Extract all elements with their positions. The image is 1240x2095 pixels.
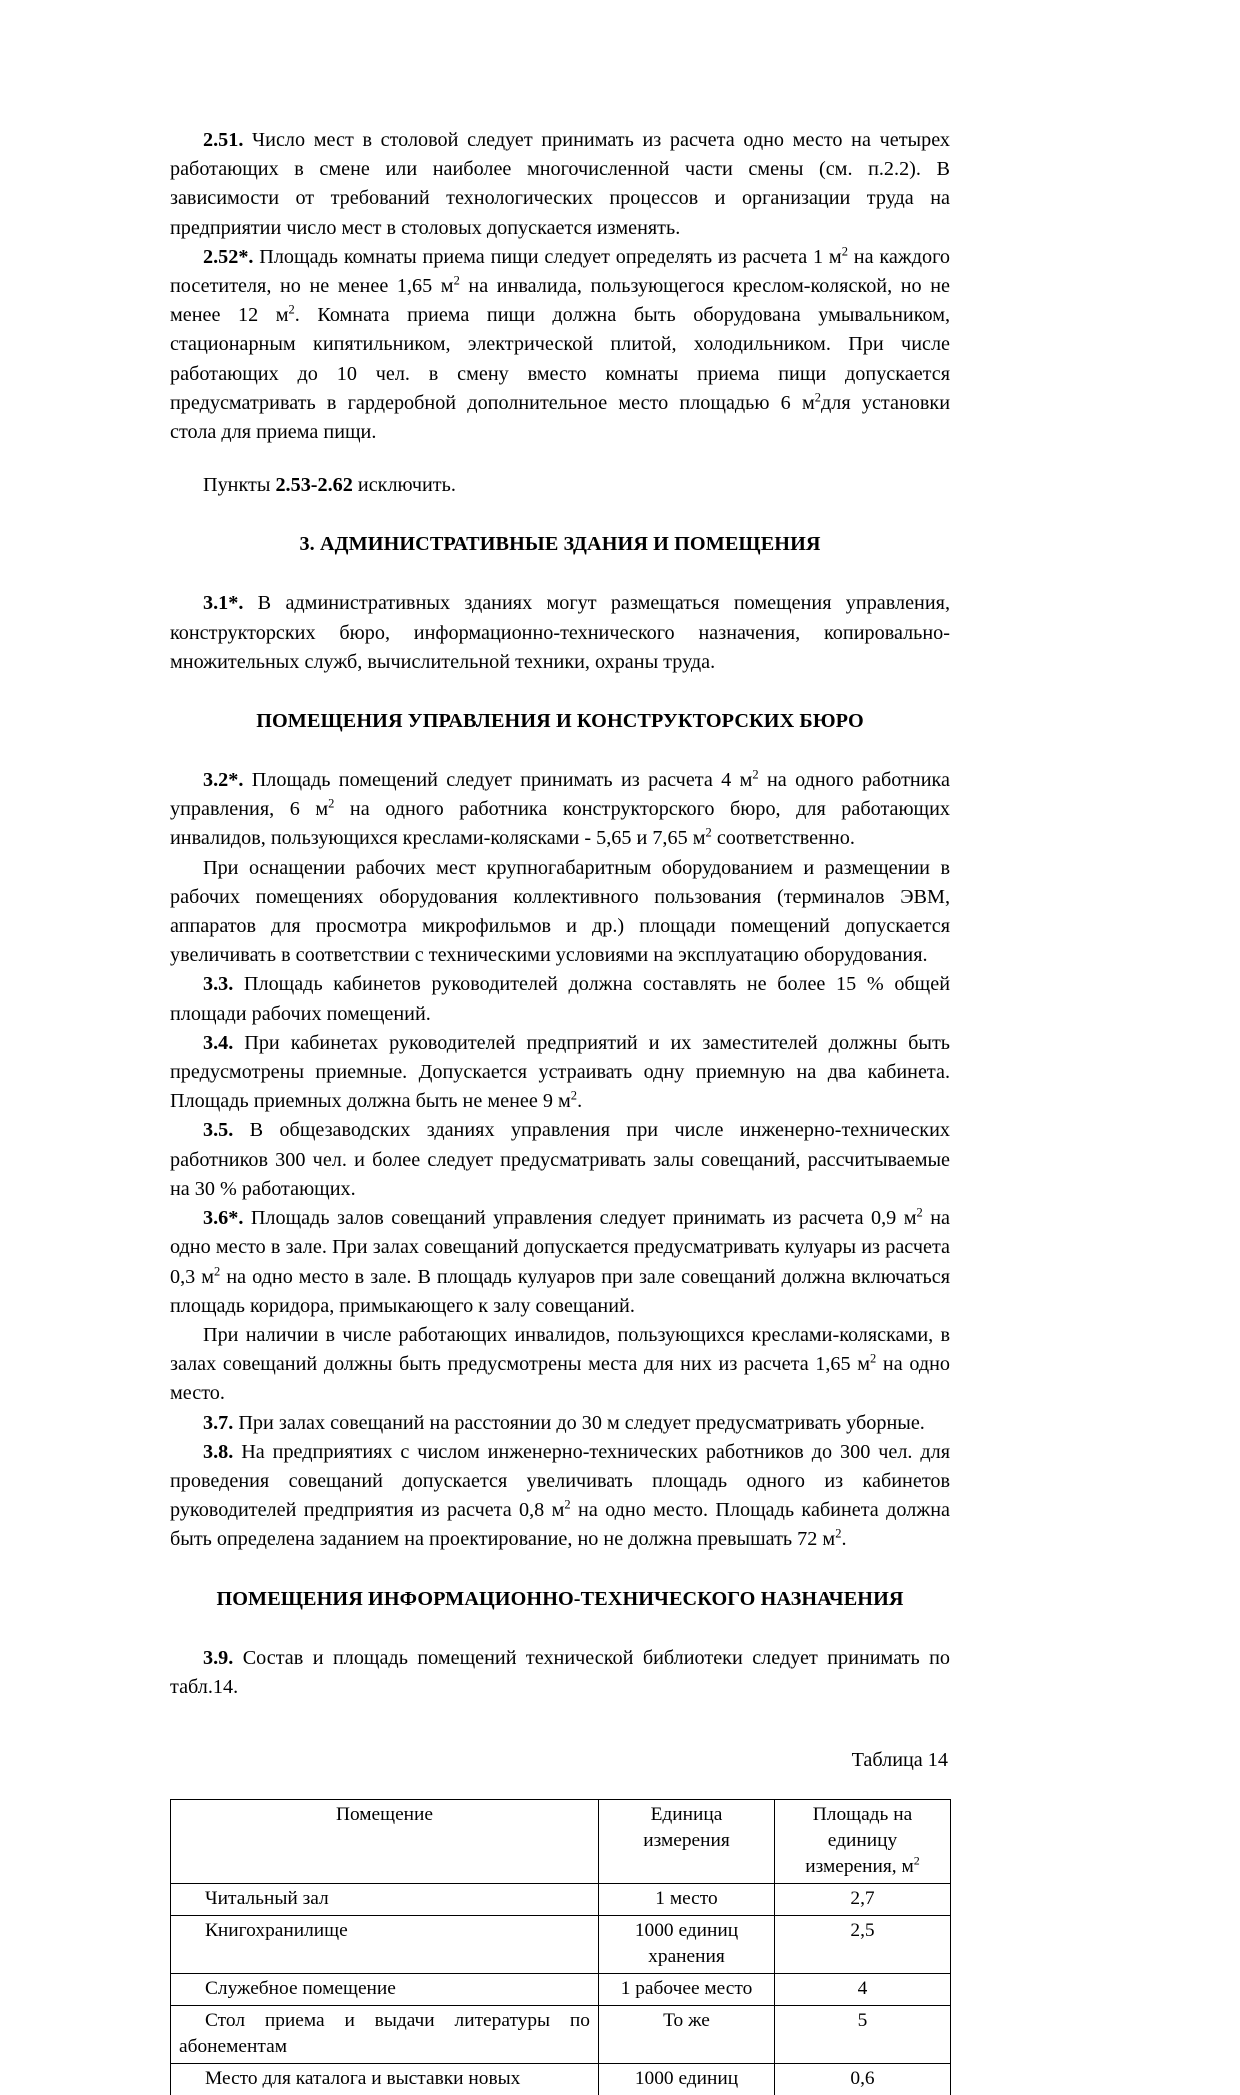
paragraph-number-3-2: 3.2*.: [203, 769, 244, 792]
p36-sup2: 2: [214, 1263, 221, 1278]
spacer: [170, 736, 950, 766]
table-header-area: [775, 1799, 951, 1883]
table-14: [170, 1799, 951, 2095]
spacer: [170, 1732, 950, 1746]
table-head: [171, 1799, 951, 1883]
p252-sup4: 2: [814, 390, 822, 405]
table-row: [171, 2063, 951, 2095]
paragraph-3-9: [170, 1644, 950, 1702]
table-cell-area: 0,6: [775, 2063, 951, 2095]
paragraph-number-3-5: 3.5.: [203, 1119, 234, 1142]
p38-sup1: 2: [564, 1497, 571, 1512]
p252-t3: на инвалида, пользующегося креслом-коляской, но не менее 12 м: [170, 275, 950, 327]
subheading-information-technical: ПОМЕЩЕНИЯ ИНФОРМАЦИОННО-ТЕХНИЧЕСКОГО НАЗНАЧЕНИЯ: [216, 1587, 904, 1610]
paragraph-number-3-3: 3.3.: [203, 973, 234, 996]
p36-t2: на одно место в зале. При залах совещаний допускается предусматривать кулуары из расчета 0,3 м: [170, 1207, 950, 1288]
table-header-row: [171, 1799, 951, 1883]
paragraph-text-2-51: Число мест в столовой следует принимать из расчета одно место на четырех работающих в смене или наиболее многочисленной части смены (см. п.2.2). В зависимости от требований технологических процессов и организации труда на предприятии число мест в столовых допускается изменять.: [170, 129, 950, 239]
paragraph-3-8: [170, 1438, 950, 1555]
p252-t2: на каждого посетителя, но не менее 1,65 м: [170, 245, 950, 298]
table-row: [171, 2005, 951, 2063]
p252-t4: . Комната приема пищи должна быть оборудована умывальником, стационарным кипятильником, электрической плитой, холодильником. При числе работающих до 10 чел. в смену вместо комнаты приема пищи допускается предусматривать в гардеробной дополнительное место площадью 6 м: [170, 304, 951, 414]
p252-t5: для установки стола для приема пищи.: [170, 391, 950, 444]
table-cell-premises: Книгохранилище: [171, 1915, 599, 1973]
subheading-management-design-offices: ПОМЕЩЕНИЯ УПРАВЛЕНИЯ И КОНСТРУКТОРСКИХ БЮРО: [256, 710, 864, 733]
p38-sup2: 2: [835, 1526, 842, 1541]
table-header-area-line1: Площадь на единицу: [812, 1803, 913, 1851]
p32-sup1: 2: [752, 767, 759, 782]
spacer: [170, 447, 950, 471]
p32-t3: на одного работника конструкторского бюро, для работающих инвалидов, пользующихся креслами-колясками - 5,65 и 7,65 м: [170, 798, 950, 850]
spacer: [170, 1614, 950, 1644]
table-cell-premises: Место для каталога и выставки новых: [171, 2063, 599, 2095]
paragraph-3-6-continuation: [170, 1321, 950, 1409]
table-cell-area: 5: [775, 2005, 951, 2063]
excluded-prefix: Пункты: [203, 474, 276, 497]
table-cell-premises: Читальный зал: [171, 1883, 599, 1915]
p34-sup1: 2: [570, 1088, 578, 1103]
excluded-range: 2.53-2.62: [275, 474, 353, 497]
paragraph-number-2-52: 2.52*.: [203, 245, 254, 268]
table-cell-unit: 1 место: [599, 1883, 775, 1915]
p32-t4: соответственно.: [711, 827, 855, 850]
p36-t1: Площадь залов совещаний управления следует принимать из расчета 0,9 м: [243, 1207, 917, 1230]
table-body: [171, 1883, 951, 2095]
paragraph-3-1: [170, 589, 950, 677]
table-row: [171, 1883, 951, 1915]
p32-sup2: 2: [328, 796, 335, 811]
p36-sup1: 2: [916, 1205, 923, 1220]
paragraph-2-52: [170, 243, 950, 447]
p36c-t2: на одно место.: [170, 1353, 950, 1405]
paragraph-excluded-items: [170, 471, 950, 500]
spacer: [170, 500, 950, 530]
table-cell-unit: 1000 единиц: [599, 2063, 775, 2095]
p32-sup3: 2: [705, 825, 712, 840]
spacer: [170, 1702, 950, 1732]
p32-t1: Площадь помещений следует принимать из расчета 4 м: [243, 769, 753, 792]
spacer: [170, 1555, 950, 1585]
paragraph-number-3-4: 3.4.: [203, 1031, 234, 1054]
p38-t3: .: [841, 1528, 847, 1551]
paragraph-number-3-8: 3.8.: [203, 1440, 234, 1463]
p36c-t1: При наличии в числе работающих инвалидов, пользующихся креслами-колясками, в залах совещаний должны быть предусмотрены места для них из расчета 1,65 м: [170, 1323, 950, 1376]
table-row: [171, 1915, 951, 1973]
page-content: [170, 126, 950, 2095]
p34-t1: При кабинетах руководителей предприятий и их заместителей должны быть предусмотрены приемные. Допускается устраивать одну приемную на два кабинета. Площадь приемных должна быть не менее 9 м: [170, 1031, 950, 1113]
section-heading-3: 3. АДМИНИСТРАТИВНЫЕ ЗДАНИЯ И ПОМЕЩЕНИЯ: [299, 533, 821, 556]
p36c-sup1: 2: [870, 1351, 877, 1366]
table-header-area-line2: измерения, м: [805, 1855, 914, 1877]
table-caption: Таблица 14: [851, 1748, 948, 1771]
p252-sup1: 2: [841, 244, 848, 259]
table-header-premises: Помещение: [171, 1799, 599, 1883]
paragraph-3-4: [170, 1029, 950, 1117]
p38-t2: на одно место. Площадь кабинета должна быть определена заданием на проектирование, но не должна превышать 72 м: [170, 1499, 950, 1551]
paragraph-number-3-7: 3.7.: [203, 1411, 234, 1434]
paragraph-text-3-9: Состав и площадь помещений технической библиотеки следует принимать по табл.14.: [170, 1646, 950, 1698]
table-cell-unit: 1 рабочее место: [599, 1973, 775, 2005]
paragraph-number-3-6: 3.6*.: [203, 1207, 244, 1230]
p252-sup2: 2: [453, 273, 460, 288]
table-cell-unit: То же: [599, 2005, 775, 2063]
paragraph-2-51: [170, 126, 950, 243]
p32-t2: на одного работника управления, 6 м: [170, 769, 951, 821]
spacer: [170, 559, 950, 589]
paragraph-3-2-continuation: При оснащении рабочих мест крупногабаритным оборудованием и размещении в рабочих помещениях оборудования коллективного пользования (терминалов ЭВМ, аппаратов для просмотра микрофильмов и др.) площади помещений допускается увеличивать в соответствии с техническими условиями на эксплуатацию оборудования.: [170, 856, 950, 967]
spacer: [170, 677, 950, 707]
table-row: [171, 1973, 951, 2005]
paragraph-3-5: [170, 1116, 950, 1204]
paragraph-text-3-3: Площадь кабинетов руководителей должна составлять не более 15 % общей площади рабочих помещений.: [170, 973, 950, 1025]
excluded-suffix: исключить.: [352, 474, 456, 497]
paragraph-3-3: [170, 970, 950, 1028]
table-cell-unit: [599, 1915, 775, 1973]
paragraph-number-3-9: 3.9.: [203, 1646, 234, 1669]
table-header-unit: Единица измерения: [599, 1799, 775, 1883]
spacer: [170, 1775, 950, 1799]
paragraph-number-2-51: 2.51.: [203, 129, 244, 151]
paragraph-3-6: [170, 1204, 950, 1321]
p34-t2: .: [577, 1090, 583, 1113]
table-header-area-sup: 2: [913, 1853, 920, 1868]
table-cell-area: 4: [775, 1973, 951, 2005]
p38-t1: На предприятиях с числом инженерно-технических работников до 300 чел. для проведения совещаний допускается увеличивать площадь одного из кабинетов руководителей предприятия из расчета 0,8 м: [170, 1440, 950, 1522]
paragraph-number-3-1: 3.1*.: [203, 592, 244, 615]
paragraph-text-3-5: В общезаводских зданиях управления при числе инженерно-технических работников 300 чел. и более следует предусматривать залы совещаний, рассчитываемые на 30 % работающих.: [170, 1119, 950, 1200]
paragraph-3-7: [170, 1409, 950, 1438]
table-cell-premises: Служебное помещение: [171, 1973, 599, 2005]
table-cell-unit-line1: 1000 единиц: [634, 1919, 739, 1941]
p36-t3: на одно место в зале. В площадь кулуаров при зале совещаний должна включаться площадь коридора, примыкающего к залу совещаний.: [170, 1265, 950, 1317]
paragraph-text-3-7: При залах совещаний на расстоянии до 30 м следует предусматривать уборные.: [233, 1411, 925, 1434]
paragraph-3-2: [170, 766, 950, 854]
p252-sup3: 2: [288, 302, 295, 317]
p252-t1: Площадь комнаты приема пищи следует определять из расчета 1 м: [253, 245, 842, 268]
paragraph-text-3-1: В административных зданиях могут размещаться помещения управления, конструкторских бюро, информационно-технического назначения, копировально-множительных служб, вычислительной техники, охраны труда.: [170, 592, 950, 673]
table-cell-area: 2,7: [775, 1883, 951, 1915]
table-cell-premises: Стол приема и выдачи литературы по абонементам: [171, 2005, 599, 2063]
table-cell-area: 2,5: [775, 1915, 951, 1973]
table-cell-unit-line2: хранения: [648, 1945, 725, 1967]
